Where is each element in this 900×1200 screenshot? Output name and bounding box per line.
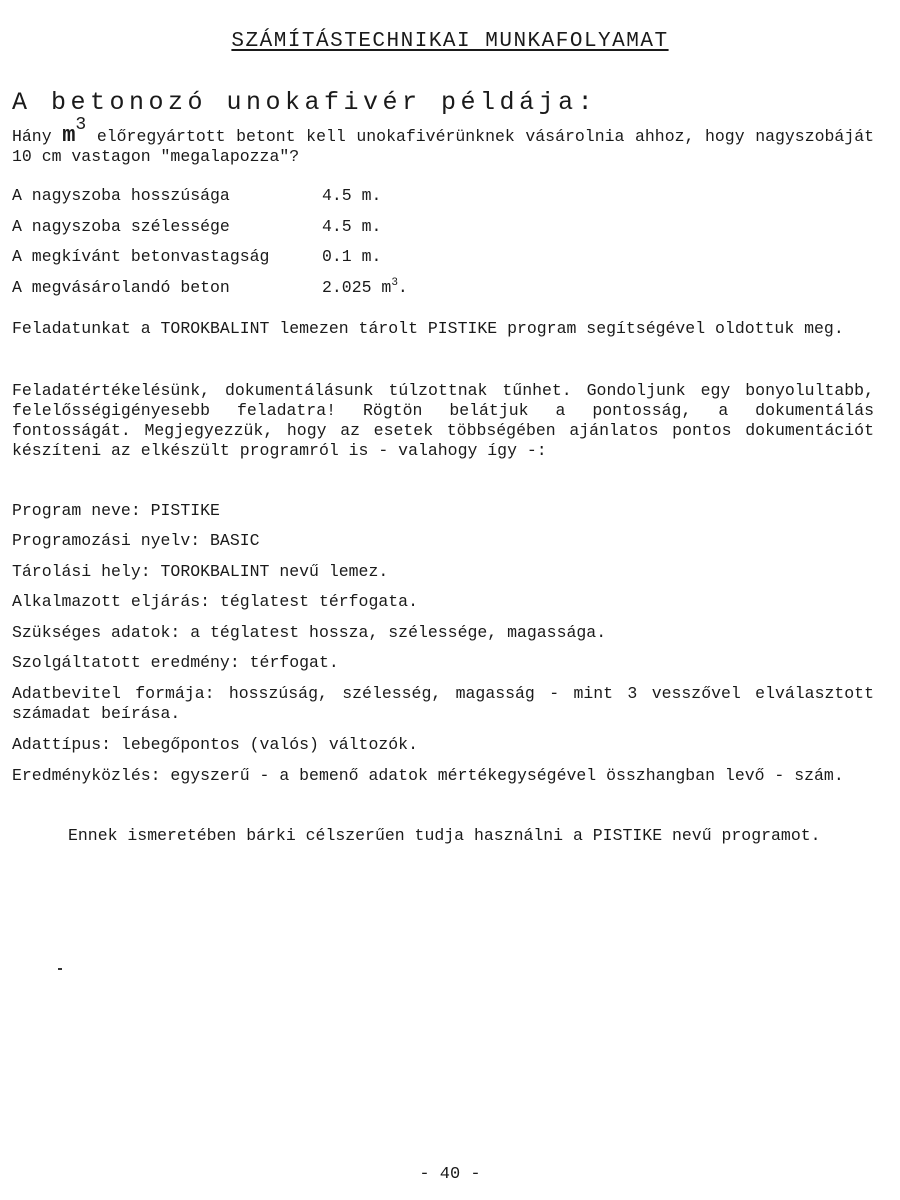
param-label: A megkívánt betonvastagság bbox=[12, 247, 270, 266]
doc-line-input-format: Adatbevitel formája: hosszúság, szélesség, magasság - mint 3 vesszővel elválasztott számadat beírása. bbox=[12, 684, 874, 723]
doc-line-result: Szolgáltatott eredmény: térfogat. bbox=[12, 653, 339, 672]
page-header: SZÁMÍTÁSTECHNIKAI MUNKAFOLYAMAT bbox=[231, 30, 669, 53]
stray-mark bbox=[58, 968, 62, 970]
param-value-suffix: . bbox=[397, 278, 408, 297]
param-value: 4.5 m. bbox=[322, 186, 382, 205]
question-pre: Hány bbox=[12, 127, 52, 146]
param-value-power: 3 bbox=[391, 277, 398, 289]
param-value: 4.5 m. bbox=[322, 217, 382, 236]
doc-line-output: Eredményközlés: egyszerű - a bemenő adatok mértékegységével összhangban levő - szám. bbox=[12, 766, 844, 785]
page-number: - 40 - bbox=[419, 1165, 481, 1184]
param-label: A megvásárolandó beton bbox=[12, 278, 230, 297]
param-label: A nagyszoba hosszúsága bbox=[12, 186, 230, 205]
param-row-width bbox=[12, 217, 381, 236]
doc-line-data-type: Adattípus: lebegőpontos (valós) változók. bbox=[12, 735, 418, 754]
question-unit: m bbox=[62, 123, 76, 148]
param-value: 2.025 m bbox=[322, 278, 392, 297]
question-power: 3 bbox=[75, 115, 87, 135]
doc-line-method: Alkalmazott eljárás: téglatest térfogata. bbox=[12, 592, 418, 611]
question-paragraph bbox=[12, 115, 875, 167]
section-title: A betonozó unokafivér példája: bbox=[12, 88, 598, 117]
closing-paragraph: Ennek ismeretében bárki célszerűen tudja használni a PISTIKE nevű programot. bbox=[68, 826, 821, 845]
paragraph-evaluation: Feladatértékelésünk, dokumentálásunk túlzottnak tűnhet. Gondoljunk egy bonyolultabb, felelősségigényesebb feladatra! Rögtön belátjuk a pontosság, a dokumentálás fontosságát. Megjegyezzük, hogy az esetek többségében ajánlatos pontos dokumentációt készíteni az elkészült programról is - valahogy így -: bbox=[12, 381, 874, 460]
param-row-thickness bbox=[12, 247, 381, 266]
paragraph-program-used: Feladatunkat a TOROKBALINT lemezen tárolt PISTIKE program segítségével oldottuk meg. bbox=[12, 319, 844, 338]
param-row-concrete bbox=[12, 278, 408, 297]
doc-line-required-data: Szükséges adatok: a téglatest hossza, szélessége, magassága. bbox=[12, 623, 607, 642]
param-row-length bbox=[12, 186, 381, 205]
question-post: előregyártott betont kell unokafivérünknek vásárolnia ahhoz, hogy nagyszobáját 10 cm vastagon "megalapozza"? bbox=[12, 127, 875, 166]
doc-line-storage: Tárolási hely: TOROKBALINT nevű lemez. bbox=[12, 562, 389, 581]
doc-line-program-name: Program neve: PISTIKE bbox=[12, 501, 220, 520]
doc-line-language: Programozási nyelv: BASIC bbox=[12, 531, 260, 550]
param-value: 0.1 m. bbox=[322, 247, 382, 266]
param-label: A nagyszoba szélessége bbox=[12, 217, 230, 236]
